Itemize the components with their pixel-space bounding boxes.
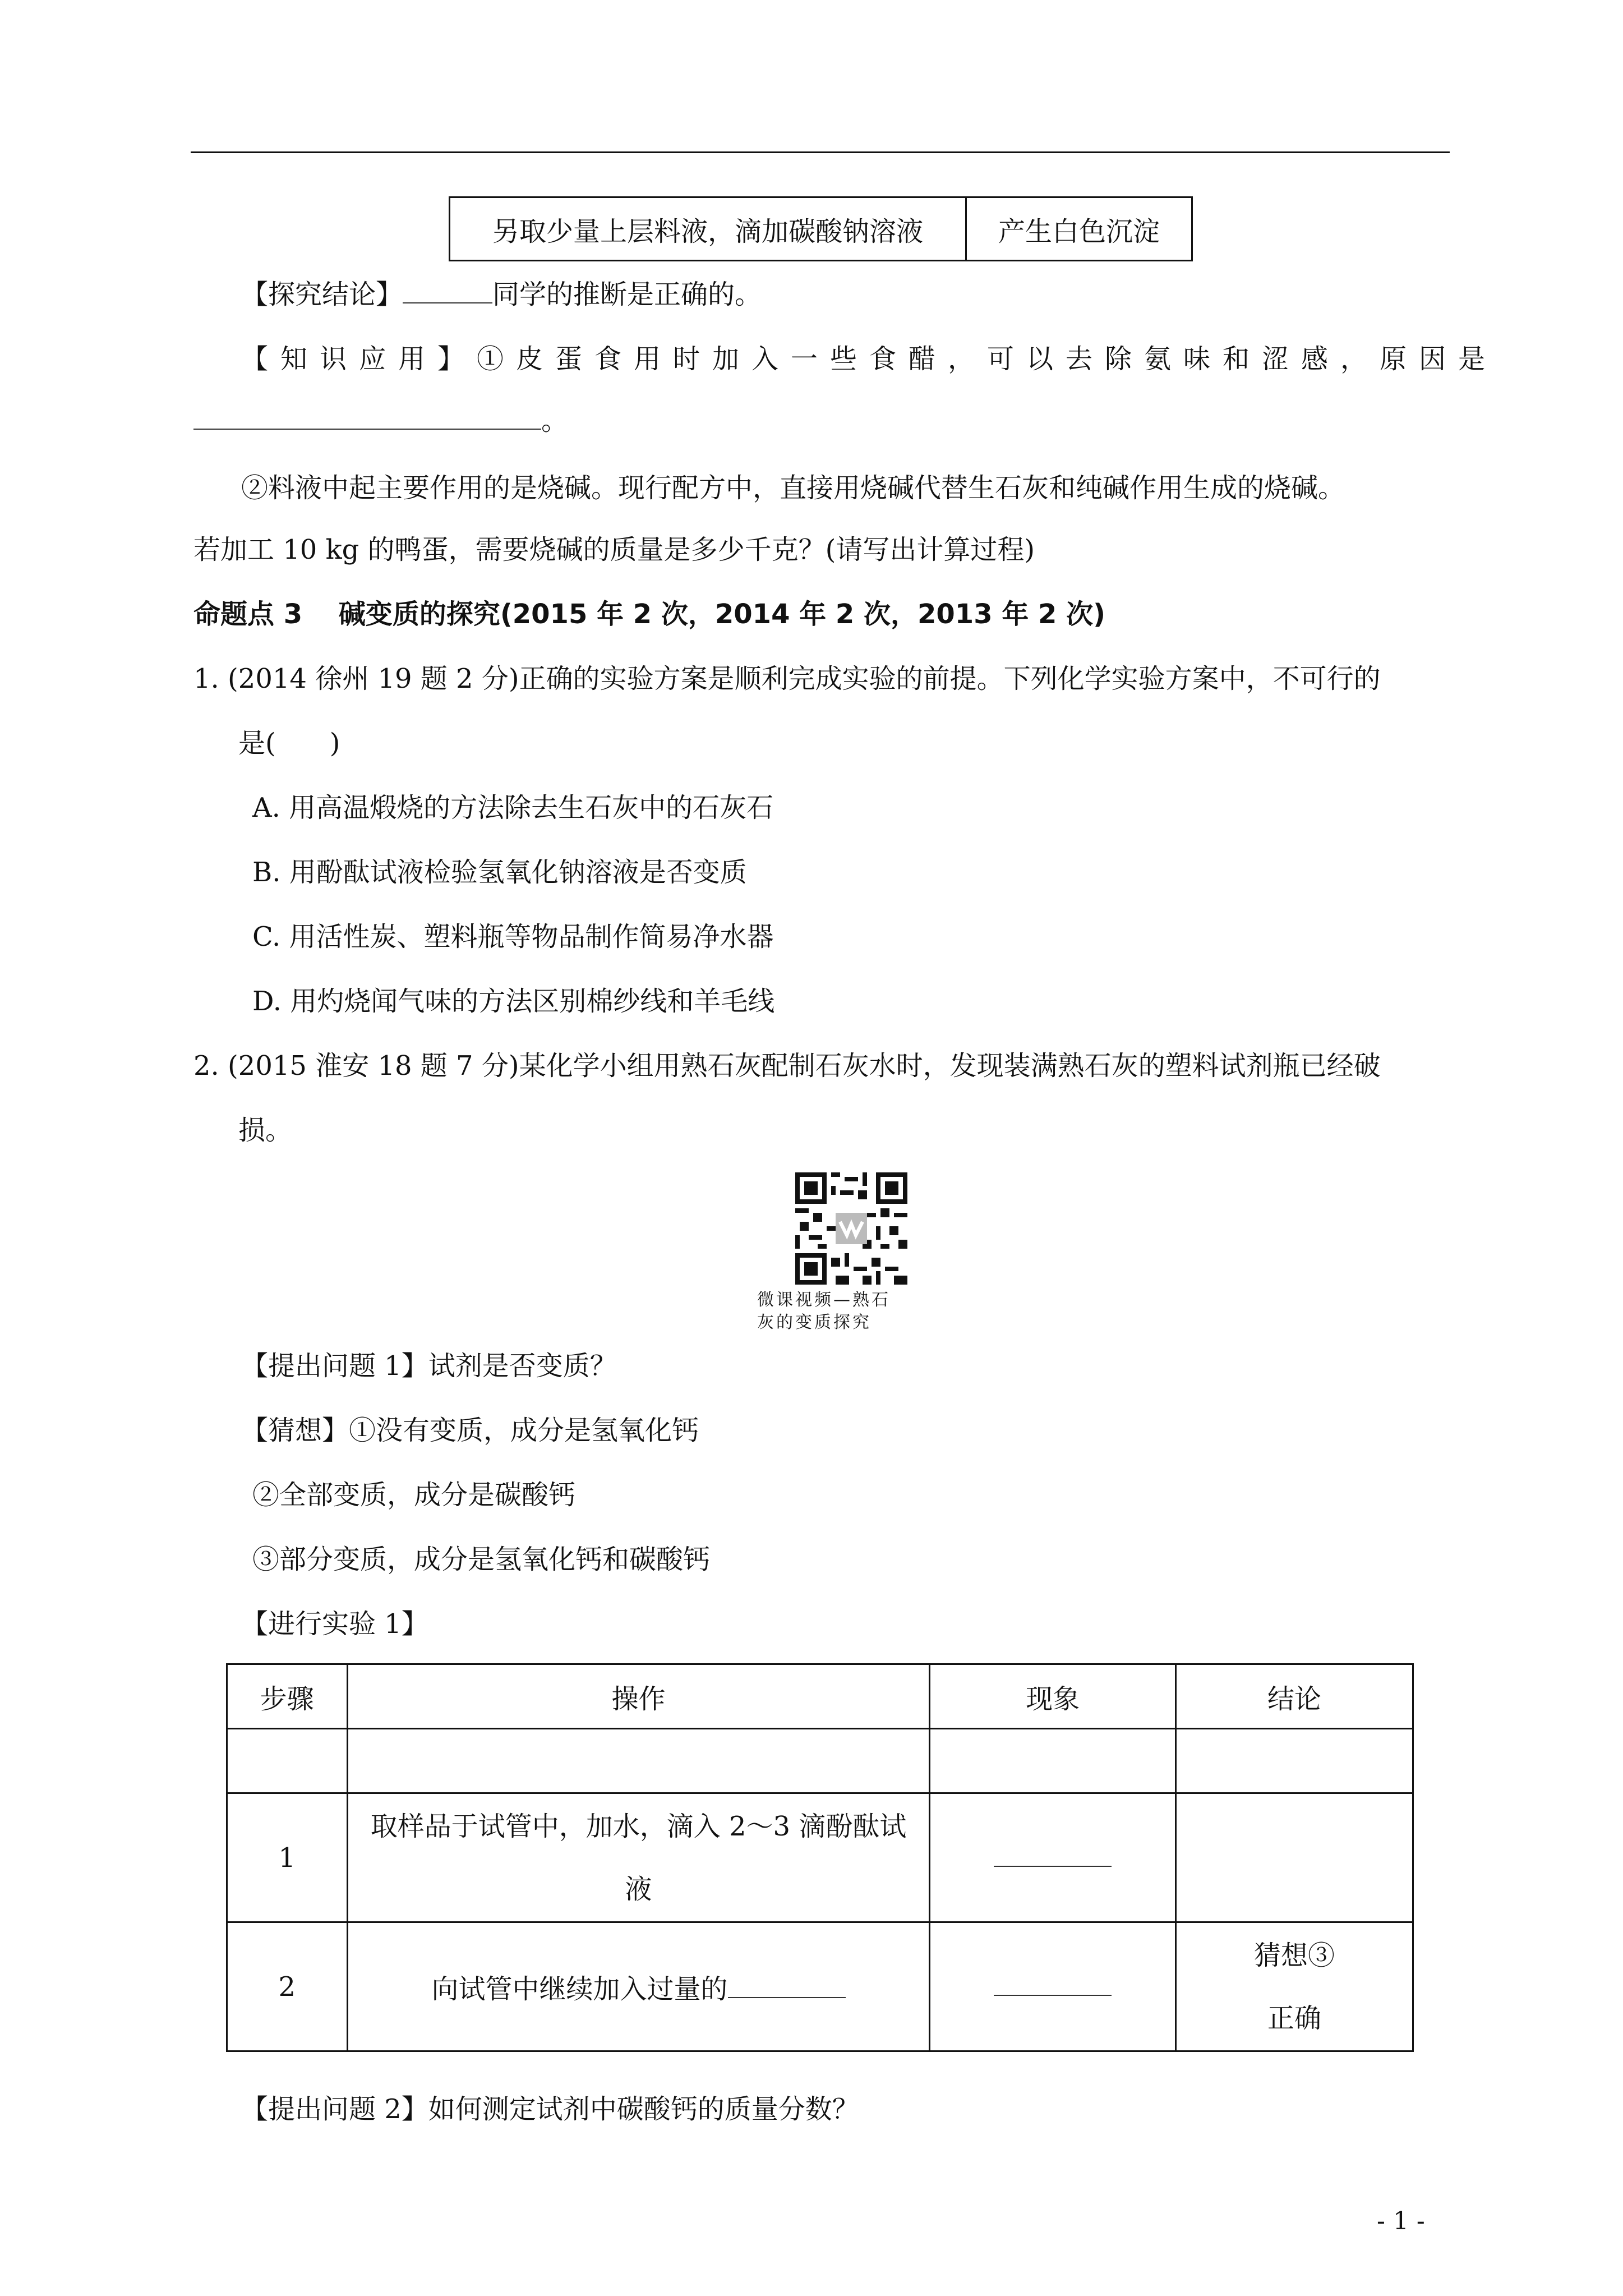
header-operation: 操作 — [347, 1664, 930, 1729]
row2-phenomenon-blank — [994, 1995, 1112, 1996]
guess-3: ③部分变质，成分是氢氧化钙和碳酸钙 — [252, 1544, 711, 1575]
knowledge-app-end: 。 — [541, 405, 569, 436]
problem2: 【提出问题 2】如何测定试剂中碳酸钙的质量分数？ — [241, 2093, 859, 2125]
top-table-phenomenon: 产生白色沉淀 — [966, 197, 1192, 261]
empty-cell — [227, 1729, 348, 1793]
knowledge-app-blank-line — [193, 404, 568, 438]
row1-operation-line2: 液 — [625, 1873, 652, 1905]
qr-caption-line1: 微课视频—熟石 — [757, 1290, 891, 1310]
empty-cell — [347, 1729, 930, 1793]
row1-phenomenon-blank — [994, 1866, 1112, 1867]
header-step: 步骤 — [227, 1664, 348, 1729]
header-rule — [191, 151, 1450, 153]
row2-operation-text: 向试管中继续加入过量的 — [431, 1973, 728, 2005]
q1-line1: 1. (2014 徐州 19 题 2 分)正确的实验方案是顺利完成实验的前提。下列化学实验方案中，不可行的 — [193, 663, 1381, 694]
qr-code-icon — [795, 1172, 907, 1285]
conclusion-blank — [403, 302, 492, 303]
row2-conclusion-line1: 猜想③ — [1253, 1939, 1335, 1971]
q1-option-b: B. 用酚酞试液检验氢氧化钠溶液是否变质 — [252, 857, 747, 888]
experiment1-label: 【进行实验 1】 — [241, 1608, 428, 1640]
row1-step: 1 — [227, 1793, 348, 1922]
q1-option-a: A. 用高温煅烧的方法除去生石灰中的石灰石 — [252, 792, 774, 823]
page-number: - 1 - — [1377, 2207, 1425, 2235]
row2-step: 2 — [227, 1922, 348, 2051]
knowledge-app-line3: 若加工 10 kg 的鸭蛋，需要烧碱的质量是多少千克？(请写出计算过程) — [193, 534, 1035, 565]
experiment-table — [226, 1663, 1414, 2052]
knowledge-app-line1: 【知识应用】①皮蛋食用时加入一些食醋，可以去除氨味和涩感，原因是 — [241, 343, 1498, 375]
conclusion-line — [241, 278, 762, 311]
knowledge-app-line2: ②料液中起主要作用的是烧碱。现行配方中，直接用烧碱代替生石灰和纯碱作用生成的烧碱。 — [241, 472, 1345, 504]
guess-2: ②全部变质，成分是碳酸钙 — [252, 1479, 576, 1511]
row1-operation — [347, 1793, 930, 1922]
knowledge-app-blank — [193, 429, 541, 430]
q2-line2: 损。 — [238, 1115, 293, 1146]
problem1: 【提出问题 1】试剂是否变质？ — [241, 1350, 617, 1382]
section-heading: 命题点 3 碱变质的探究(2015 年 2 次，2014 年 2 次，2013 年 2 次) — [193, 599, 1106, 630]
row2-conclusion — [1175, 1922, 1413, 2051]
top-table — [449, 196, 1193, 261]
empty-cell — [930, 1729, 1175, 1793]
qr-caption-line2: 灰的变质探究 — [757, 1313, 872, 1332]
q1-line2: 是( ) — [238, 728, 340, 759]
row1-phenomenon — [930, 1793, 1175, 1922]
conclusion-text: 同学的推断是正确的。 — [492, 279, 762, 310]
header-conclusion: 结论 — [1175, 1664, 1413, 1729]
guess-1: 【猜想】①没有变质，成分是氢氧化钙 — [241, 1415, 699, 1446]
conclusion-label: 【探究结论】 — [241, 279, 403, 310]
row2-operation — [347, 1922, 930, 2051]
header-phenomenon: 现象 — [930, 1664, 1175, 1729]
q2-line1: 2. (2015 淮安 18 题 7 分)某化学小组用熟石灰配制石灰水时，发现装满熟石灰的塑料试剂瓶已经破 — [193, 1050, 1381, 1082]
row2-operation-blank — [728, 1997, 846, 1998]
row2-conclusion-line2: 正确 — [1267, 2002, 1321, 2034]
q1-option-c: C. 用活性炭、塑料瓶等物品制作简易净水器 — [252, 921, 774, 953]
row2-phenomenon — [930, 1922, 1175, 2051]
row1-operation-line1: 取样品于试管中，加水，滴入 2～3 滴酚酞试 — [370, 1810, 907, 1842]
row1-conclusion — [1175, 1793, 1413, 1922]
empty-cell — [1175, 1729, 1413, 1793]
q1-option-d: D. 用灼烧闻气味的方法区别棉纱线和羊毛线 — [252, 986, 775, 1017]
top-table-operation: 另取少量上层料液，滴加碳酸钠溶液 — [450, 197, 966, 261]
